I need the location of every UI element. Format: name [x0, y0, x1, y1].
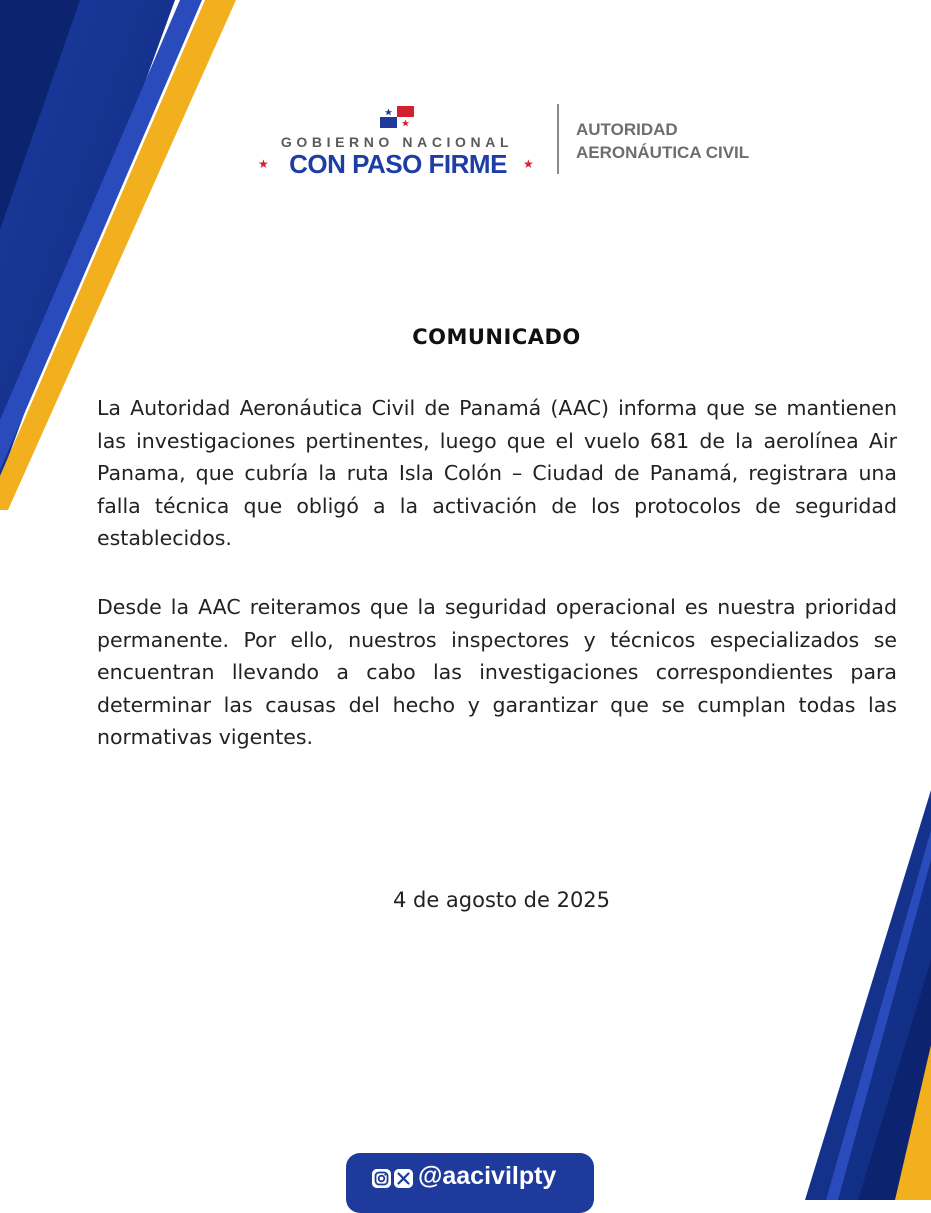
government-logo [252, 102, 542, 182]
social-handle-badge[interactable] [346, 1153, 594, 1213]
government-line-1: GOBIERNO NACIONAL [280, 134, 514, 150]
paragraph-1: La Autoridad Aeronáutica Civil de Panamá (AAC) informa que se mantienen las investigaciones pertinentes, luego que el vuelo 681 de la aerolínea Air Panama, que cubría la ruta Isla Colón – Ciudad de Panamá, registrara una falla técnica que obligó a la activación de los protocolos de seguridad establecidos. [97, 396, 897, 550]
document-title: COMUNICADO [412, 325, 581, 349]
red-star-icon: ★ [523, 157, 534, 171]
government-slogan: CON PASO FIRME [289, 149, 507, 179]
x-icon[interactable] [394, 1169, 413, 1188]
social-handle-text[interactable]: @aacivilpty [418, 1162, 557, 1190]
agency-name-line-1: AUTORIDAD [576, 120, 678, 139]
paragraph-2: Desde la AAC reiteramos que la seguridad operacional es nuestra prioridad permanente. Por ello, nuestros inspectores y técnicos especializados se encuentran llevando a cabo las investigaciones correspondientes para determinar las causas del hecho y garantizar que se cumplan todas las normativas vigentes. [97, 595, 897, 749]
panama-flag-icon [380, 106, 414, 128]
document-date: 4 de agosto de 2025 [392, 888, 611, 912]
red-star-icon: ★ [258, 157, 269, 171]
agency-name-line-2: AERONÁUTICA CIVIL [576, 143, 750, 162]
instagram-icon[interactable] [372, 1169, 391, 1188]
agency-name [576, 118, 749, 164]
header-divider [557, 104, 559, 174]
slogan-row [252, 148, 542, 180]
